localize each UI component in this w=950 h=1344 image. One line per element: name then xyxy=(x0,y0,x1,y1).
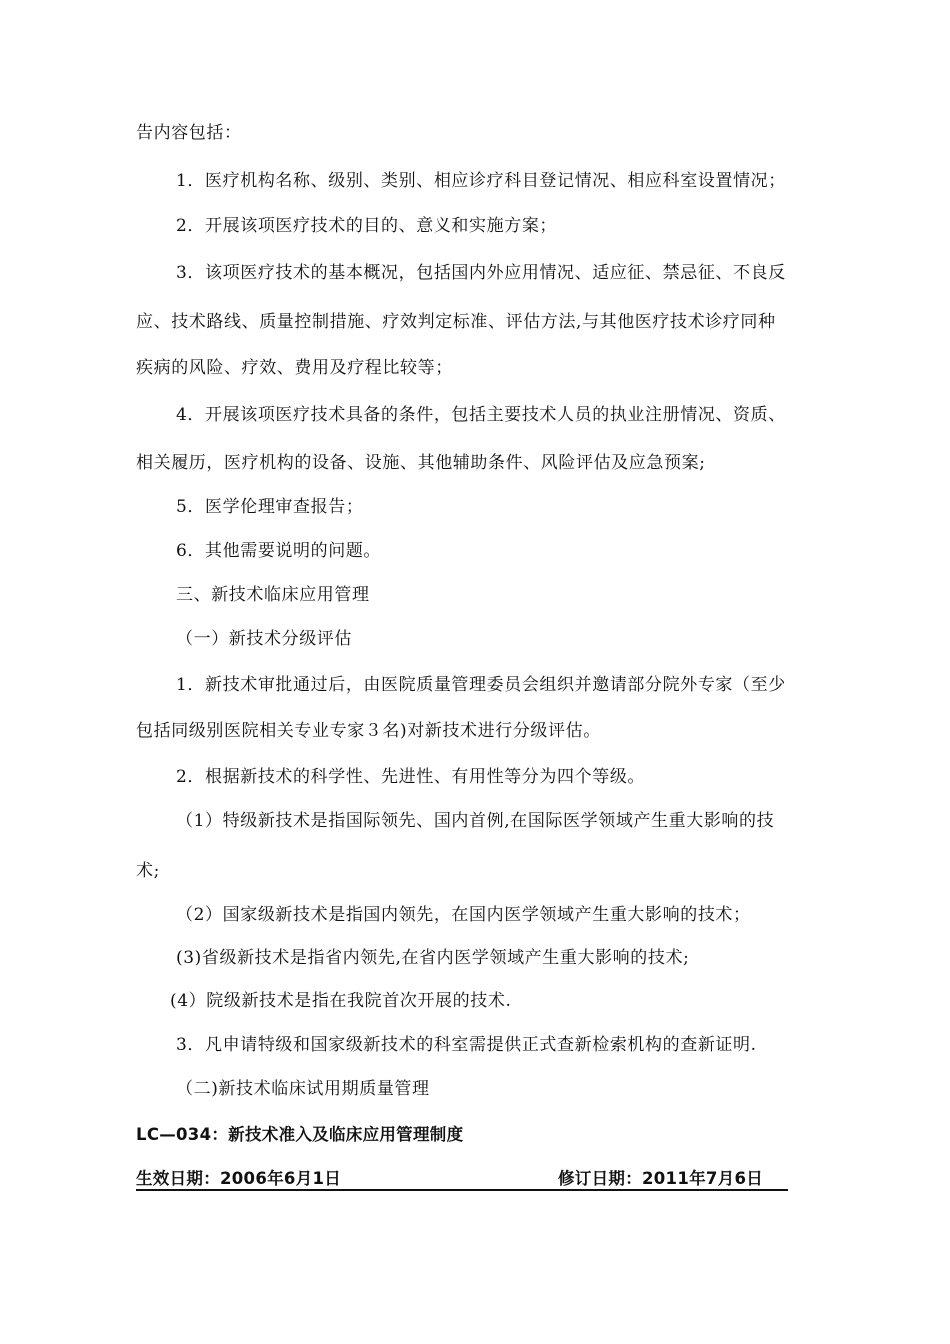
grading-item-3: 3．凡申请特级和国家级新技术的科室需提供正式查新检索机构的查新证明. xyxy=(176,1035,757,1055)
list-item-1: 1．医疗机构名称、级别、类别、相应诊疗科目登记情况、相应科室设置情况； xyxy=(176,171,786,191)
grading-item-1-cont: 包括同级别医院相关专业专家３名)对新技术进行分级评估。 xyxy=(136,721,601,741)
list-item-4: 4．开展该项医疗技术具备的条件，包括主要技术人员的执业注册情况、资质、 xyxy=(176,405,786,425)
document-title: LC—034：新技术准入及临床应用管理制度 xyxy=(136,1125,464,1144)
level-item-2: （2）国家级新技术是指国内领先，在国内医学领域产生重大影响的技术； xyxy=(176,905,751,925)
level-item-3: (3)省级新技术是指省内领先,在省内医学领域产生重大影响的技术; xyxy=(176,948,690,968)
list-item-3-cont-2: 疾病的风险、疗效、费用及疗程比较等； xyxy=(136,358,453,378)
list-item-3-cont-1: 应、技术路线、质量控制措施、疗效判定标准、评估方法,与其他医疗技术诊疗同种 xyxy=(136,312,776,332)
list-item-3: 3．该项医疗技术的基本概况，包括国内外应用情况、适应征、禁忌征、不良反 xyxy=(176,263,786,283)
list-item-5: 5．医学伦理审查报告； xyxy=(176,497,364,517)
body-line-1: 告内容包括： xyxy=(136,123,242,143)
grading-item-2: 2．根据新技术的科学性、先进性、有用性等分为四个等级。 xyxy=(176,767,646,787)
effective-date: 生效日期：2006年6月1日 xyxy=(136,1169,342,1188)
grading-item-1: 1．新技术审批通过后，由医院质量管理委员会组织并邀请部分院外专家（至少 xyxy=(176,675,786,695)
revised-date: 修订日期：2011年7月6日 xyxy=(558,1169,764,1188)
level-item-1-cont: 术; xyxy=(136,861,160,881)
subsection-heading-2: （二)新技术临床试用期质量管理 xyxy=(176,1079,430,1099)
list-item-2: 2．开展该项医疗技术的目的、意义和实施方案； xyxy=(176,216,558,236)
section-heading-3: 三、新技术临床应用管理 xyxy=(176,585,370,605)
list-item-6: 6．其他需要说明的问题。 xyxy=(176,541,382,561)
list-item-4-cont: 相关履历，医疗机构的设备、设施、其他辅助条件、风险评估及应急预案; xyxy=(136,453,706,473)
level-item-4: (4）院级新技术是指在我院首次开展的技术. xyxy=(170,991,512,1011)
subsection-heading-1: （一）新技术分级评估 xyxy=(176,629,352,649)
document-date-row xyxy=(136,1163,788,1191)
level-item-1: （1）特级新技术是指国际领先、国内首例,在国际医学领域产生重大影响的技 xyxy=(176,811,775,831)
